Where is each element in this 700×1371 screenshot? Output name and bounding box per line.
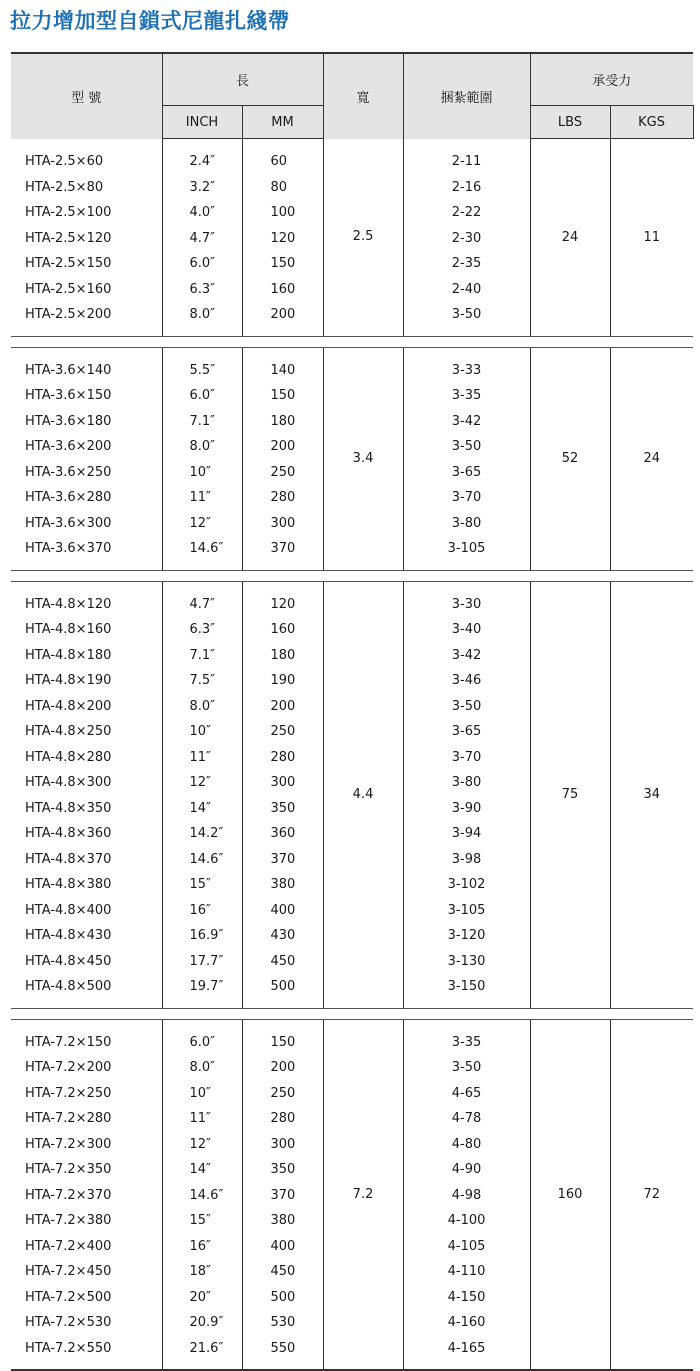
cell-model: HTA-4.8×120	[11, 581, 162, 617]
cell-range: 4-105	[403, 1234, 530, 1260]
cell-range: 3-35	[403, 1019, 530, 1055]
cell-inch: 2.4″	[162, 139, 242, 175]
cell-range: 2-11	[403, 139, 530, 175]
cell-model: HTA-2.5×150	[11, 251, 162, 277]
cell-kgs: 34	[610, 581, 693, 1008]
cell-mm: 200	[242, 434, 323, 460]
cell-range: 3-130	[403, 949, 530, 975]
cell-model: HTA-3.6×280	[11, 485, 162, 511]
cell-inch: 15″	[162, 1208, 242, 1234]
header-length: 長	[162, 53, 323, 106]
cell-range: 3-105	[403, 898, 530, 924]
size-group	[11, 347, 693, 570]
cell-model: HTA-7.2×530	[11, 1310, 162, 1336]
cell-model: HTA-4.8×300	[11, 770, 162, 796]
cell-mm: 100	[242, 200, 323, 226]
cell-range: 3-50	[403, 1055, 530, 1081]
cell-inch: 6.0″	[162, 1019, 242, 1055]
cell-range: 2-22	[403, 200, 530, 226]
cell-lbs: 24	[530, 139, 610, 337]
cell-inch: 11″	[162, 1106, 242, 1132]
cell-range: 4-150	[403, 1285, 530, 1311]
cell-range: 3-80	[403, 511, 530, 537]
cell-mm: 400	[242, 1234, 323, 1260]
header-lbs: LBS	[530, 106, 610, 139]
cell-width: 3.4	[323, 347, 403, 570]
cell-kgs: 24	[610, 347, 693, 570]
table-row	[11, 581, 693, 617]
cell-mm: 300	[242, 770, 323, 796]
cell-kgs: 72	[610, 1019, 693, 1370]
cell-model: HTA-4.8×180	[11, 643, 162, 669]
header-width: 寬	[323, 53, 403, 139]
cell-mm: 530	[242, 1310, 323, 1336]
cell-mm: 380	[242, 872, 323, 898]
header-model: 型 號	[11, 53, 162, 139]
cell-inch: 16″	[162, 898, 242, 924]
cell-range: 3-70	[403, 745, 530, 771]
cell-model: HTA-7.2×500	[11, 1285, 162, 1311]
cell-model: HTA-7.2×350	[11, 1157, 162, 1183]
group-spacer	[11, 336, 693, 347]
cell-mm: 550	[242, 1336, 323, 1371]
cell-inch: 7.5″	[162, 668, 242, 694]
cell-model: HTA-3.6×250	[11, 460, 162, 486]
cell-mm: 190	[242, 668, 323, 694]
cell-lbs: 52	[530, 347, 610, 570]
cell-mm: 280	[242, 1106, 323, 1132]
cell-lbs: 160	[530, 1019, 610, 1370]
cell-model: HTA-3.6×370	[11, 536, 162, 570]
cell-mm: 140	[242, 347, 323, 383]
cell-inch: 11″	[162, 745, 242, 771]
cell-inch: 7.1″	[162, 409, 242, 435]
cell-range: 4-65	[403, 1081, 530, 1107]
cell-mm: 250	[242, 460, 323, 486]
cell-inch: 10″	[162, 460, 242, 486]
cell-inch: 8.0″	[162, 434, 242, 460]
cell-inch: 16″	[162, 1234, 242, 1260]
cell-range: 2-35	[403, 251, 530, 277]
header-inch: INCH	[162, 106, 242, 139]
cell-model: HTA-3.6×180	[11, 409, 162, 435]
cell-mm: 150	[242, 1019, 323, 1055]
cell-inch: 12″	[162, 511, 242, 537]
cell-width: 2.5	[323, 139, 403, 337]
table-row	[11, 139, 693, 175]
cell-lbs: 75	[530, 581, 610, 1008]
cell-mm: 500	[242, 1285, 323, 1311]
cell-range: 3-65	[403, 460, 530, 486]
cell-model: HTA-2.5×80	[11, 175, 162, 201]
cell-range: 3-46	[403, 668, 530, 694]
cell-mm: 500	[242, 974, 323, 1008]
cell-range: 3-50	[403, 302, 530, 336]
cell-range: 3-105	[403, 536, 530, 570]
table-header	[11, 53, 693, 139]
cell-inch: 12″	[162, 1132, 242, 1158]
cell-inch: 14.2″	[162, 821, 242, 847]
cell-inch: 5.5″	[162, 347, 242, 383]
cell-mm: 280	[242, 485, 323, 511]
spec-table-container	[11, 52, 693, 1371]
cell-mm: 180	[242, 643, 323, 669]
cell-range: 4-90	[403, 1157, 530, 1183]
cell-range: 3-40	[403, 617, 530, 643]
cell-model: HTA-4.8×430	[11, 923, 162, 949]
table-row	[11, 1019, 693, 1055]
cell-model: HTA-4.8×500	[11, 974, 162, 1008]
header-strength: 承受力	[530, 53, 693, 106]
cell-range: 3-65	[403, 719, 530, 745]
cell-range: 2-40	[403, 277, 530, 303]
cell-range: 3-102	[403, 872, 530, 898]
header-mm: MM	[242, 106, 323, 139]
cell-inch: 14.6″	[162, 1183, 242, 1209]
group-spacer	[11, 570, 693, 581]
cell-mm: 380	[242, 1208, 323, 1234]
cell-mm: 350	[242, 1157, 323, 1183]
cell-mm: 250	[242, 1081, 323, 1107]
cell-mm: 300	[242, 1132, 323, 1158]
size-group	[11, 1019, 693, 1370]
cell-inch: 6.0″	[162, 383, 242, 409]
cell-model: HTA-7.2×550	[11, 1336, 162, 1371]
cell-mm: 200	[242, 1055, 323, 1081]
cell-range: 3-120	[403, 923, 530, 949]
cell-model: HTA-7.2×200	[11, 1055, 162, 1081]
cell-range: 3-80	[403, 770, 530, 796]
cell-inch: 15″	[162, 872, 242, 898]
cell-inch: 8.0″	[162, 694, 242, 720]
cell-range: 4-98	[403, 1183, 530, 1209]
cell-width: 4.4	[323, 581, 403, 1008]
cell-mm: 360	[242, 821, 323, 847]
cell-model: HTA-7.2×450	[11, 1259, 162, 1285]
cell-range: 4-165	[403, 1336, 530, 1371]
cell-inch: 19.7″	[162, 974, 242, 1008]
size-group	[11, 139, 693, 337]
cell-model: HTA-2.5×120	[11, 226, 162, 252]
cell-inch: 14″	[162, 1157, 242, 1183]
cell-model: HTA-7.2×300	[11, 1132, 162, 1158]
cell-range: 3-42	[403, 643, 530, 669]
cell-model: HTA-4.8×190	[11, 668, 162, 694]
cell-mm: 180	[242, 409, 323, 435]
cell-inch: 7.1″	[162, 643, 242, 669]
cell-inch: 4.0″	[162, 200, 242, 226]
cell-mm: 120	[242, 581, 323, 617]
cell-width: 7.2	[323, 1019, 403, 1370]
cell-mm: 80	[242, 175, 323, 201]
cell-mm: 400	[242, 898, 323, 924]
cell-range: 3-33	[403, 347, 530, 383]
cell-mm: 120	[242, 226, 323, 252]
cell-mm: 450	[242, 949, 323, 975]
cell-inch: 14.6″	[162, 536, 242, 570]
cell-mm: 150	[242, 251, 323, 277]
cell-inch: 14″	[162, 796, 242, 822]
cell-inch: 6.3″	[162, 277, 242, 303]
cell-inch: 12″	[162, 770, 242, 796]
cell-mm: 350	[242, 796, 323, 822]
cell-mm: 160	[242, 617, 323, 643]
cell-model: HTA-4.8×380	[11, 872, 162, 898]
cell-inch: 18″	[162, 1259, 242, 1285]
cell-model: HTA-3.6×140	[11, 347, 162, 383]
cell-range: 2-30	[403, 226, 530, 252]
cell-model: HTA-4.8×200	[11, 694, 162, 720]
header-kgs: KGS	[610, 106, 693, 139]
cell-model: HTA-7.2×250	[11, 1081, 162, 1107]
cell-mm: 60	[242, 139, 323, 175]
cell-inch: 8.0″	[162, 1055, 242, 1081]
cell-range: 4-160	[403, 1310, 530, 1336]
cell-model: HTA-7.2×280	[11, 1106, 162, 1132]
cell-inch: 16.9″	[162, 923, 242, 949]
cell-inch: 20″	[162, 1285, 242, 1311]
cell-model: HTA-3.6×150	[11, 383, 162, 409]
size-group	[11, 581, 693, 1008]
cell-mm: 150	[242, 383, 323, 409]
cell-inch: 6.3″	[162, 617, 242, 643]
cell-model: HTA-7.2×380	[11, 1208, 162, 1234]
cell-mm: 370	[242, 1183, 323, 1209]
cell-model: HTA-2.5×100	[11, 200, 162, 226]
cell-inch: 3.2″	[162, 175, 242, 201]
cell-range: 3-94	[403, 821, 530, 847]
cell-model: HTA-3.6×200	[11, 434, 162, 460]
cell-inch: 11″	[162, 485, 242, 511]
cell-range: 3-98	[403, 847, 530, 873]
cell-inch: 21.6″	[162, 1336, 242, 1371]
cell-model: HTA-3.6×300	[11, 511, 162, 537]
cell-mm: 450	[242, 1259, 323, 1285]
cell-range: 3-42	[403, 409, 530, 435]
cell-inch: 10″	[162, 719, 242, 745]
cell-inch: 17.7″	[162, 949, 242, 975]
cell-model: HTA-4.8×160	[11, 617, 162, 643]
cell-range: 4-80	[403, 1132, 530, 1158]
cell-inch: 10″	[162, 1081, 242, 1107]
cell-range: 3-90	[403, 796, 530, 822]
cell-range: 3-35	[403, 383, 530, 409]
cell-inch: 4.7″	[162, 226, 242, 252]
group-divider	[11, 1008, 693, 1019]
cell-model: HTA-4.8×450	[11, 949, 162, 975]
cell-mm: 370	[242, 536, 323, 570]
cell-model: HTA-7.2×400	[11, 1234, 162, 1260]
cell-mm: 250	[242, 719, 323, 745]
cell-model: HTA-4.8×400	[11, 898, 162, 924]
spec-table	[11, 52, 694, 1371]
table-row	[11, 347, 693, 383]
cell-mm: 160	[242, 277, 323, 303]
cell-model: HTA-2.5×60	[11, 139, 162, 175]
cell-model: HTA-2.5×200	[11, 302, 162, 336]
page-title: 拉力增加型自鎖式尼龍扎綫帶	[10, 9, 290, 33]
cell-model: HTA-2.5×160	[11, 277, 162, 303]
cell-mm: 280	[242, 745, 323, 771]
cell-kgs: 11	[610, 139, 693, 337]
group-spacer	[11, 1008, 693, 1019]
cell-model: HTA-7.2×150	[11, 1019, 162, 1055]
cell-range: 3-30	[403, 581, 530, 617]
group-divider	[11, 336, 693, 347]
cell-range: 4-78	[403, 1106, 530, 1132]
header-range: 捆紮範圍	[403, 53, 530, 139]
cell-model: HTA-4.8×360	[11, 821, 162, 847]
cell-range: 3-150	[403, 974, 530, 1008]
cell-range: 4-100	[403, 1208, 530, 1234]
cell-model: HTA-7.2×370	[11, 1183, 162, 1209]
cell-range: 3-50	[403, 434, 530, 460]
cell-range: 4-110	[403, 1259, 530, 1285]
cell-mm: 430	[242, 923, 323, 949]
cell-mm: 300	[242, 511, 323, 537]
cell-model: HTA-4.8×280	[11, 745, 162, 771]
cell-model: HTA-4.8×370	[11, 847, 162, 873]
cell-model: HTA-4.8×350	[11, 796, 162, 822]
group-divider	[11, 570, 693, 581]
cell-range: 3-70	[403, 485, 530, 511]
cell-inch: 4.7″	[162, 581, 242, 617]
cell-model: HTA-4.8×250	[11, 719, 162, 745]
cell-inch: 20.9″	[162, 1310, 242, 1336]
cell-inch: 6.0″	[162, 251, 242, 277]
cell-mm: 200	[242, 694, 323, 720]
cell-inch: 8.0″	[162, 302, 242, 336]
cell-range: 2-16	[403, 175, 530, 201]
cell-range: 3-50	[403, 694, 530, 720]
cell-inch: 14.6″	[162, 847, 242, 873]
cell-mm: 200	[242, 302, 323, 336]
cell-mm: 370	[242, 847, 323, 873]
